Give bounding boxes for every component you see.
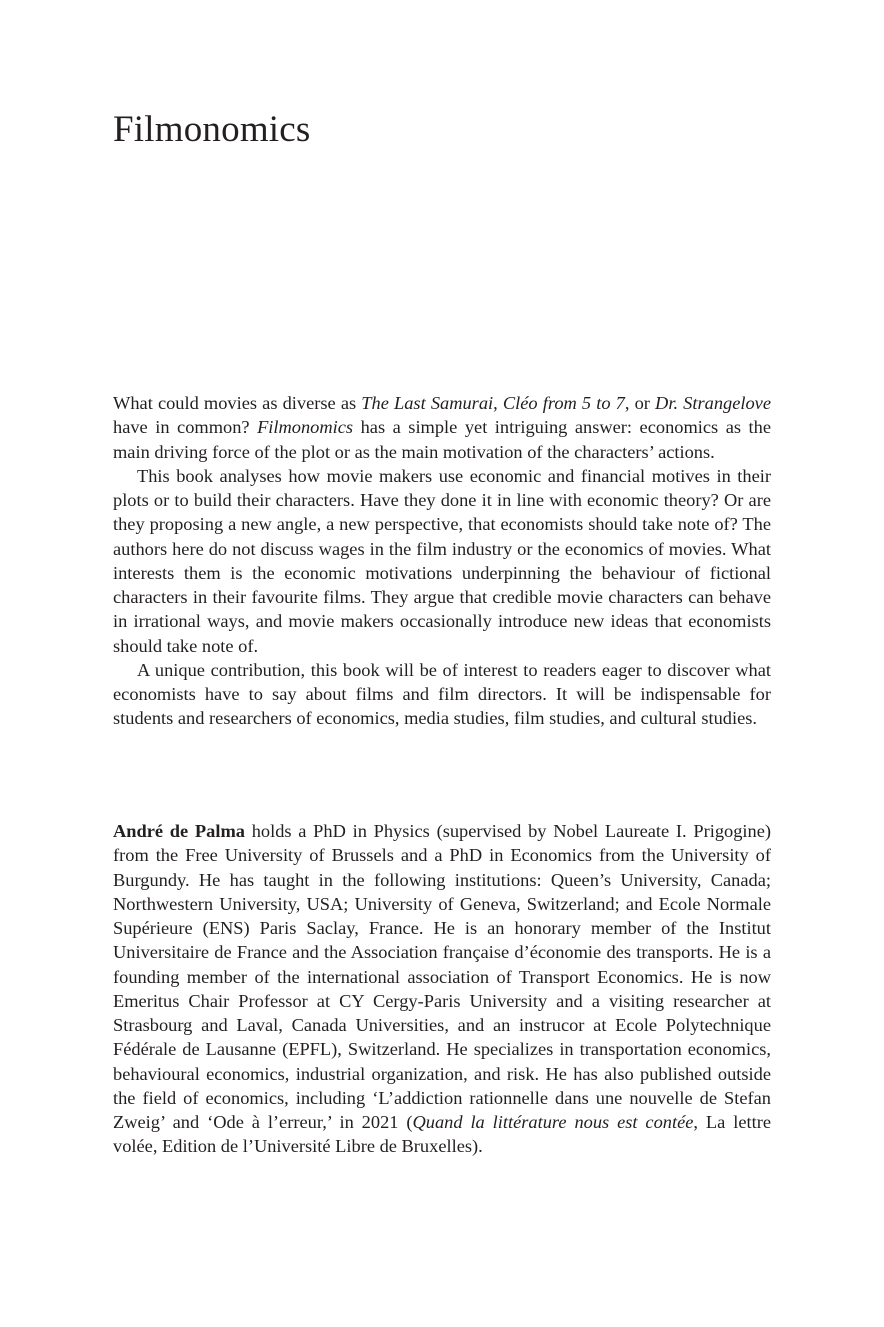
p1-text-5: has a simple yet intriguing answer: economics as the main driving force of the plot or as the main motivation of the characters’ actions. bbox=[113, 417, 771, 462]
film-title-last-samurai: The Last Samurai bbox=[361, 393, 494, 413]
description-paragraph-2: This book analyses how movie makers use economic and financial motives in their plots or to build their characters. Have they done it in line with economic theory? Or are they proposing a new angle, a new perspective, that economists should take note of? The authors here do not discuss wages in the film industry or the economics of movies. What interests them is the economic motivations underpinning the behaviour of fictional characters in their favourite films. They argue that credible movie characters can behave in irrational ways, and movie makers occasionally introduce new ideas that economists should take note of. bbox=[113, 465, 771, 656]
description-paragraph-3: A unique contribution, this book will be of interest to readers eager to discover what economists have to say about films and film directors. It will be indispensable for students and researchers of economics, media studies, film studies, and cultural studies. bbox=[113, 659, 771, 729]
p1-text-4: have in common? bbox=[113, 417, 258, 438]
book-description bbox=[113, 391, 771, 731]
p1-text-1: What could movies as diverse as bbox=[113, 393, 362, 413]
bio-text-1: holds a PhD in Physics (supervised by Nobel Laureate I. Prigogine) from the Free University of Brussels and a PhD in Economics from the University of Burgundy. He has taught in the following institutions: Queen’s University, Canada; Northwestern University, USA; University of Geneva, Switzerland; and Ecole Normale Supérieure (ENS) Paris Saclay, France. He is an honorary member of the Institut Universitaire de France and the Association française d’économie des transports. He is a founding member of the international association of Transport Economics. He is now Emeritus Chair Professor at CY Cergy-Paris University and a visiting researcher at Strasbourg and Laval, Canada Universities, and an instrucor at Ecole Polytechnique Fédérale de Lausanne (EPFL), Switzerland. He specializes in transportation economics, behavioural economics, industrial organization, and risk. He has also published outside the field of economics, including ‘L’addiction rationnelle dans une nouvelle de Stefan Zweig’ and ‘Ode à l’erreur,’ in 2021 ( bbox=[113, 821, 772, 1132]
page-title: Filmonomics bbox=[113, 109, 311, 150]
publication-title: Quand la littérature nous est contée bbox=[412, 1112, 694, 1132]
film-title-strangelove: Dr. Strangelove bbox=[655, 393, 772, 413]
description-paragraph-1 bbox=[113, 391, 771, 464]
bio-text-2: , La lettre volée, Edition de l’Université Libre de Bruxelles). bbox=[113, 1112, 771, 1157]
author-name: André de Palma bbox=[113, 821, 245, 841]
p1-text-3: , or bbox=[624, 393, 656, 413]
author-bio-paragraph bbox=[113, 819, 771, 1159]
film-title-cleo: Cléo from 5 to 7 bbox=[502, 393, 625, 413]
book-title-inline: Filmonomics bbox=[257, 417, 354, 438]
author-bio bbox=[113, 819, 771, 1159]
p1-text-2: , bbox=[493, 393, 503, 413]
